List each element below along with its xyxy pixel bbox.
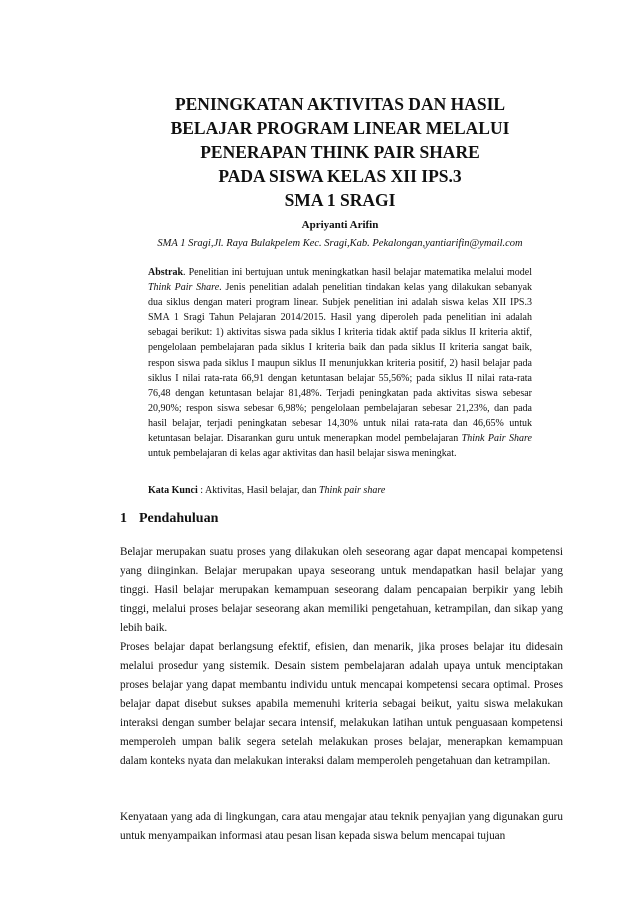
keywords <box>148 483 532 498</box>
keywords-label: Kata Kunci <box>148 485 198 496</box>
abstract-text: . Jenis penelitian adalah penelitian tindakan kelas yang dilakukan sebanyak dua siklus dengan materi program linear. Subjek penelitian ini adalah siswa kelas XII IPS.3 SMA 1 Sragi Tahun Pelajaran 2014/2015. Hasil yang diperoleh pada penelitian ini adalah sebagai berikut: 1) aktivitas siswa pada siklus I kriteria tidak aktif pada siklus II kriteria aktif, pengelolaan pembelajaran pada siklus I kriteria baik dan pada siklus II kriteria sangat baik, respon siswa pada siklus I maupun siklus II menunjukkan kriteria positif, 2) hasil belajar pada siklus I nilai rata-rata 66,91 dengan ketuntasan belajar 55,56%; pada siklus II nilai rata-rata 76,48 dengan ketuntasan belajar 81,48%. Terjadi peningkatan pada aktivitas siswa sebesar 20,90%; respon siswa sebesar 6,98%; pengelolaan pembelajaran sebesar 21,23%, dan pada hasil belajar, terjadi peningkatan sebesar 14,30% untuk nilai rata-rata dan 46,65% untuk ketuntasan belajar. Disarankan guru untuk menerapkan model pembelajaran <box>148 282 533 445</box>
author-affiliation: SMA 1 Sragi,Jl. Raya Bulakpelem Kec. Sragi,Kab. Pekalongan,yantiarifin@ymail.com <box>157 238 523 249</box>
keywords-emphasis: Think pair share <box>318 485 386 496</box>
title-line: BELAJAR PROGRAM LINEAR MELALUI <box>170 118 510 138</box>
keywords-text: : Aktivitas, Hasil belajar, dan <box>197 485 319 496</box>
body-paragraph: Kenyataan yang ada di lingkungan, cara atau mengajar atau teknik penyajian yang digunakan guru untuk menyampaikan informasi atau pesan lisan kepada siswa belum mencapai tujuan <box>120 811 563 842</box>
paper-title <box>100 92 580 212</box>
title-line: PENINGKATAN AKTIVITAS DAN HASIL <box>174 94 506 114</box>
abstract-emphasis: Think Pair Share <box>148 282 220 294</box>
section-title: Pendahuluan <box>139 511 219 526</box>
title-line: PADA SISWA KELAS XII IPS.3 <box>218 166 462 186</box>
abstract <box>148 265 532 461</box>
author-name: Apriyanti Arifin <box>301 219 379 231</box>
abstract-text: untuk pembelajaran di kelas agar aktivitas dan hasil belajar siswa meningkat. <box>148 448 457 460</box>
title-line: SMA 1 SRAGI <box>284 190 396 210</box>
abstract-label: Abstrak <box>148 267 184 278</box>
section-number: 1 <box>120 511 127 526</box>
body-paragraph: Proses belajar dapat berlangsung efektif, efisien, dan menarik, jika proses belajar itu didesain melalui prosedur yang sistemik. Desain sistem pembelajaran adalah upaya untuk menciptakan proses belajar yang dapat membantu individu untuk mencapai kompetensi secara optimal. Proses belajar dapat disebut sukses apabila memenuhi kriteria sebagai beikut, yaitu siswa melakukan interaksi dengan sumber belajar secara intensif, melakukan latihan untuk penguasaan kompetensi memperoleh umpan balik segera setelah melakukan proses belajar, menerapkan kemampuan dalam konteks nyata dan melakukan interaksi dalam memperoleh pengetahuan dan ketrampilan. <box>120 641 563 767</box>
abstract-text: . Penelitian ini bertujuan untuk meningkatkan hasil belajar matematika melalui model <box>183 267 532 278</box>
abstract-emphasis: Think Pair Share <box>461 433 532 445</box>
section-heading <box>120 509 218 529</box>
title-line: PENERAPAN THINK PAIR SHARE <box>200 142 480 162</box>
body-paragraph: Belajar merupakan suatu proses yang dilakukan oleh seseorang agar dapat mencapai kompetensi yang diinginkan. Belajar merupakan upaya seseorang untuk mendapatkan hasil belajar yang tinggi. Hasil belajar merupakan kemampuan seseorang dalam pencapaian berpikir yang lebih tinggi, melalui proses belajar seseorang akan memiliki pengetahuan, ketrampilan, dan sikap yang lebih baik. <box>120 546 563 634</box>
